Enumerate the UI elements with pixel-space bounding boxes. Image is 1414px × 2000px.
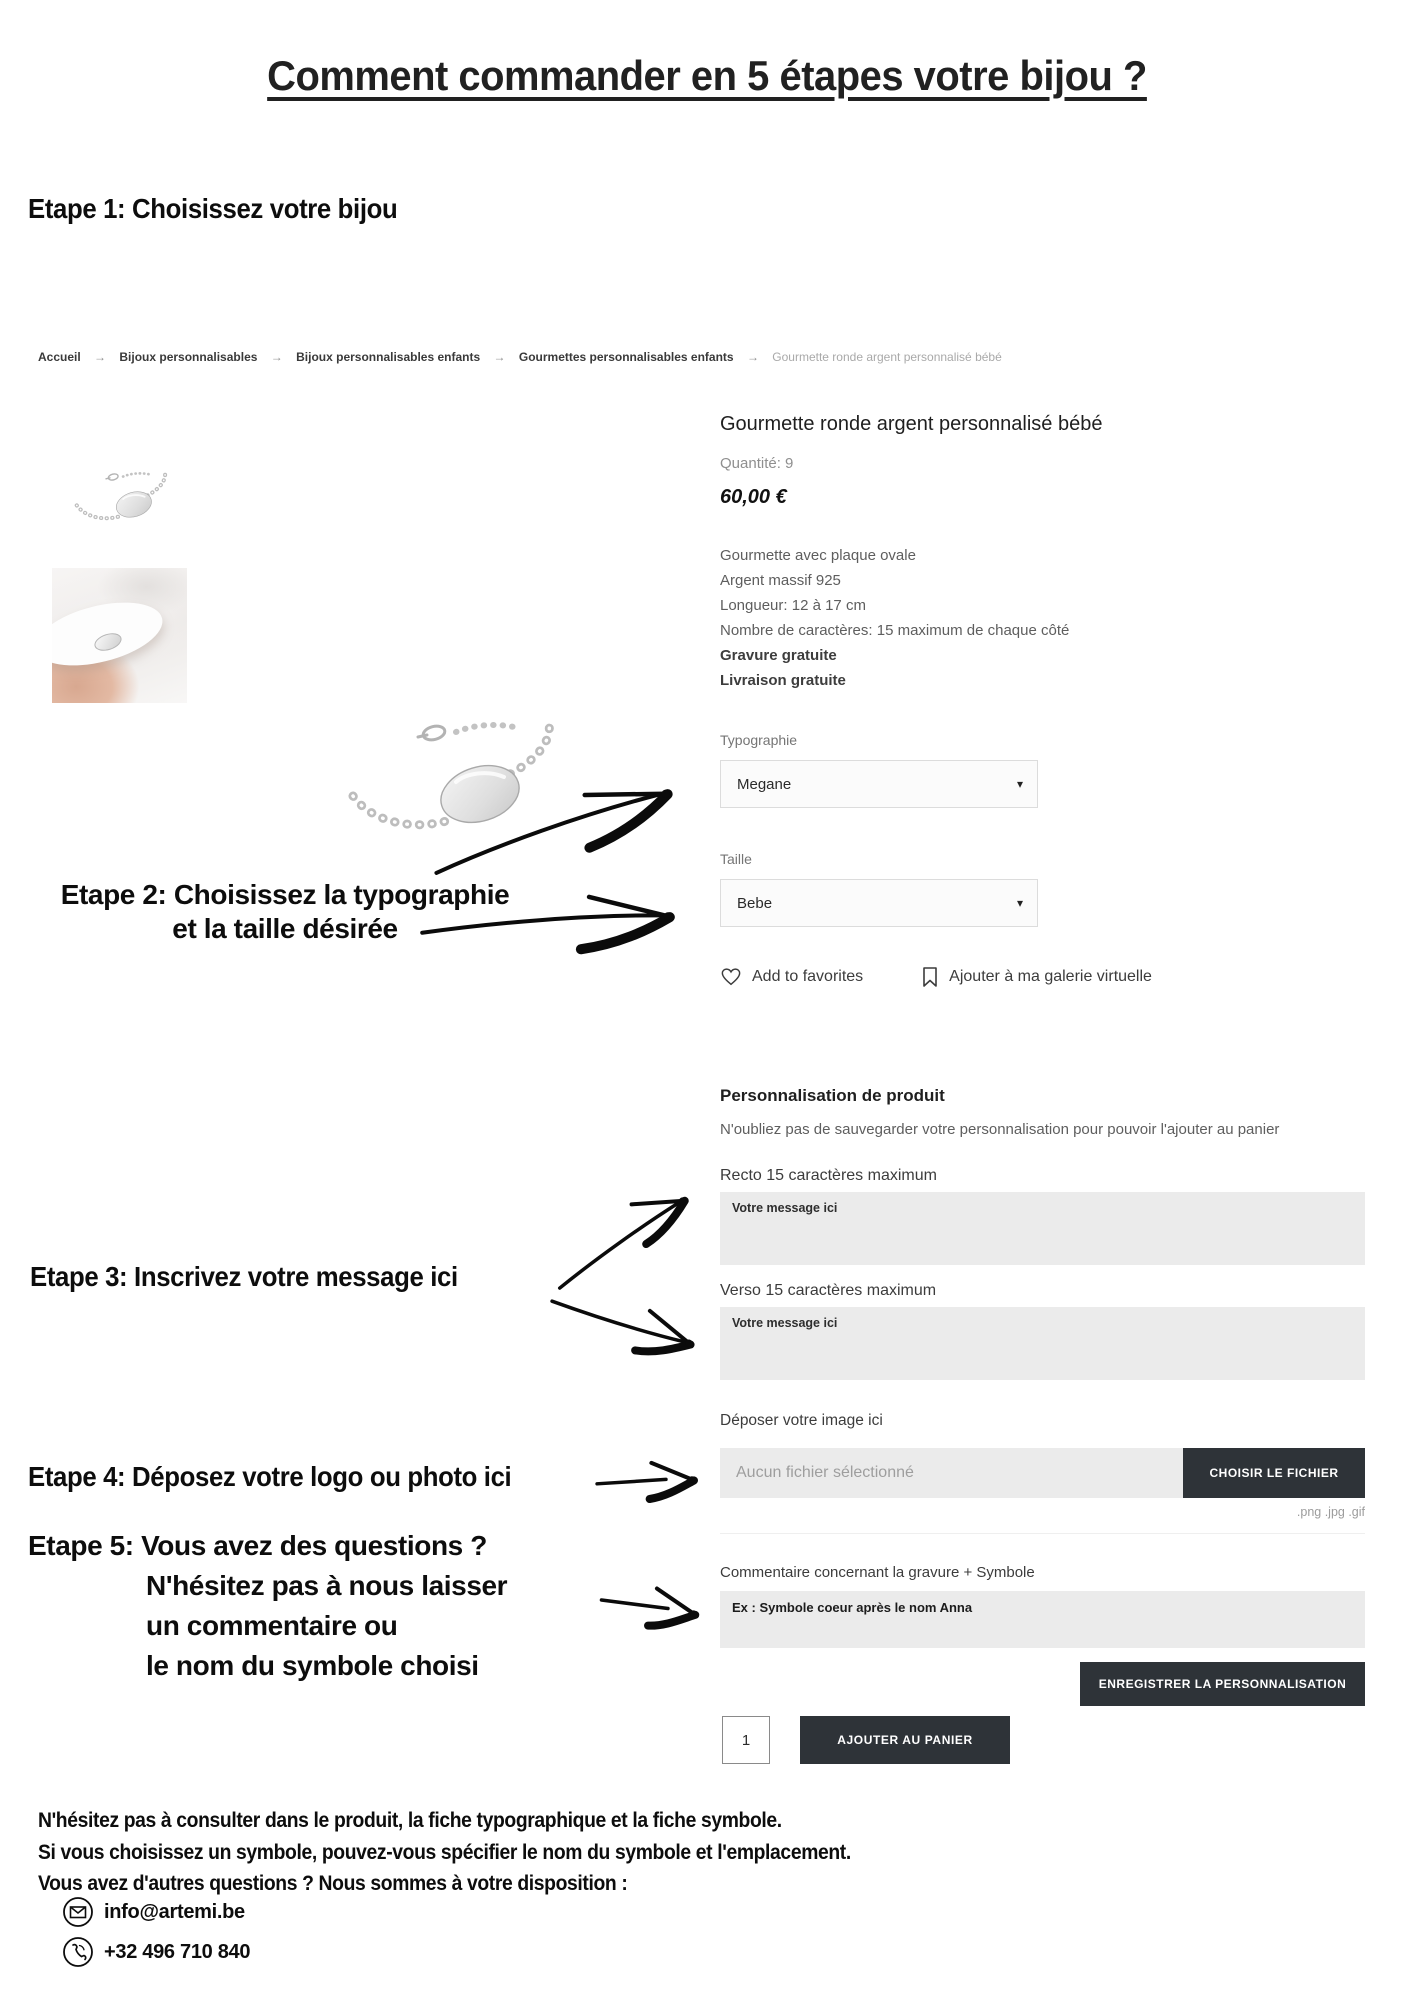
footer-line-1: N'hésitez pas à consulter dans le produit, la fiche typographique et la fiche symbole. xyxy=(38,1809,782,1832)
chevron-down-icon: ▾ xyxy=(1016,896,1023,910)
comment-label: Commentaire concernant la gravure + Symbole xyxy=(720,1564,1035,1581)
comment-input[interactable] xyxy=(720,1591,1365,1648)
file-types-hint: .png .jpg .gif xyxy=(1296,1505,1365,1519)
description-line: Argent massif 925 xyxy=(720,572,841,589)
phone-number: +32 496 710 840 xyxy=(104,1940,251,1963)
description-line-bold: Gravure gratuite xyxy=(720,647,837,664)
size-label: Taille xyxy=(720,851,752,867)
file-input[interactable] xyxy=(720,1448,1183,1498)
footer-line-3: Vous avez d'autres questions ? Nous sommes à votre disposition : xyxy=(38,1872,628,1895)
description-line: Nombre de caractères: 15 maximum de chaque côté xyxy=(720,622,1070,639)
step2-label: Etape 2: Choisissez la typographie et la taille désirée xyxy=(60,879,510,944)
add-to-favorites-label[interactable]: Add to favorites xyxy=(752,968,864,985)
verso-label: Verso 15 caractères maximum xyxy=(720,1282,937,1299)
file-upload-row xyxy=(720,1448,1365,1498)
arrow-to-upload-icon xyxy=(593,1456,705,1506)
product-description xyxy=(720,543,1069,693)
breadcrumb-separator: → xyxy=(746,350,759,364)
product-thumbnail-baby-photo[interactable] xyxy=(52,568,187,703)
verso-placeholder: Votre message ici xyxy=(732,1316,838,1330)
description-line: Longueur: 12 à 17 cm xyxy=(720,597,866,614)
recto-input[interactable] xyxy=(720,1192,1365,1265)
recto-label: Recto 15 caractères maximum xyxy=(720,1167,937,1184)
heart-icon[interactable] xyxy=(720,967,742,987)
arrow-to-size-icon xyxy=(417,883,701,965)
breadcrumb-bijoux-personnalisables[interactable]: Bijoux personnalisables xyxy=(119,350,258,364)
comment-placeholder: Ex : Symbole coeur après le nom Anna xyxy=(732,1600,973,1615)
product-title: Gourmette ronde argent personnalisé bébé xyxy=(720,413,1103,435)
divider xyxy=(720,1533,1365,1534)
description-line-bold: Livraison gratuite xyxy=(720,672,846,689)
phone-row xyxy=(62,1936,250,1968)
quantity-input[interactable]: 1 xyxy=(722,1716,770,1764)
personalization-title: Personnalisation de produit xyxy=(720,1086,945,1105)
breadcrumb-separator: → xyxy=(94,350,107,364)
upload-label: Déposer votre image ici xyxy=(720,1412,883,1429)
arrow-to-verso-icon xyxy=(540,1277,717,1377)
product-price: 60,00 € xyxy=(720,486,787,508)
typography-value: Megane xyxy=(737,775,792,793)
step1-label: Etape 1: Choisissez votre bijou xyxy=(28,193,398,224)
step5-label: Etape 5: Vous avez des questions ? N'hésitez pas à nous laisser un commentaire ou le nom du symbole choisi xyxy=(28,1530,508,1681)
size-select[interactable] xyxy=(720,879,1038,927)
typography-label: Typographie xyxy=(720,732,798,748)
breadcrumb-gourmettes-enfants[interactable]: Gourmettes personnalisables enfants xyxy=(518,350,734,364)
breadcrumb-separator: → xyxy=(493,350,506,364)
breadcrumb-accueil[interactable]: Accueil xyxy=(38,350,81,364)
email-address: info@artemi.be xyxy=(104,1900,245,1923)
chevron-down-icon: ▾ xyxy=(1016,777,1023,791)
file-placeholder: Aucun fichier sélectionné xyxy=(736,1464,914,1481)
step4-label: Etape 4: Déposez votre logo ou photo ici xyxy=(28,1461,512,1492)
email-icon xyxy=(62,1896,94,1928)
page-title: Comment commander en 5 étapes votre bijou ? xyxy=(267,52,1147,99)
header xyxy=(0,52,1414,100)
product-thumbnail-bracelet[interactable] xyxy=(52,452,187,538)
favorites-row xyxy=(720,966,1152,988)
typography-select[interactable] xyxy=(720,760,1038,808)
product-quantity: Quantité: 9 xyxy=(720,455,794,472)
step3-label: Etape 3: Inscrivez votre message ici xyxy=(30,1261,458,1292)
bookmark-icon[interactable] xyxy=(921,966,939,988)
recto-placeholder: Votre message ici xyxy=(732,1201,838,1215)
footer-line-2: Si vous choisissez un symbole, pouvez-vous spécifier le nom du symbole et l'emplacement. xyxy=(38,1841,851,1864)
email-row xyxy=(62,1896,245,1928)
choose-file-button[interactable]: CHOISIR LE FICHIER xyxy=(1183,1448,1365,1498)
breadcrumb-bijoux-enfants[interactable]: Bijoux personnalisables enfants xyxy=(296,350,481,364)
breadcrumb-current: Gourmette ronde argent personnalisé bébé xyxy=(772,350,1002,364)
add-to-cart-button[interactable]: AJOUTER AU PANIER xyxy=(800,1716,1010,1764)
description-line: Gourmette avec plaque ovale xyxy=(720,547,916,564)
add-to-gallery-label[interactable]: Ajouter à ma galerie virtuelle xyxy=(949,968,1152,985)
save-personalization-button[interactable]: ENREGISTRER LA PERSONNALISATION xyxy=(1080,1662,1365,1706)
arrow-to-comment-icon xyxy=(595,1574,709,1640)
size-value: Bebe xyxy=(737,894,773,912)
breadcrumb xyxy=(38,350,1002,364)
breadcrumb-separator: → xyxy=(270,350,283,364)
phone-icon xyxy=(62,1936,94,1968)
personalization-subtitle: N'oubliez pas de sauvegarder votre personnalisation pour pouvoir l'ajouter au panier xyxy=(720,1121,1280,1138)
verso-input[interactable] xyxy=(720,1307,1365,1380)
